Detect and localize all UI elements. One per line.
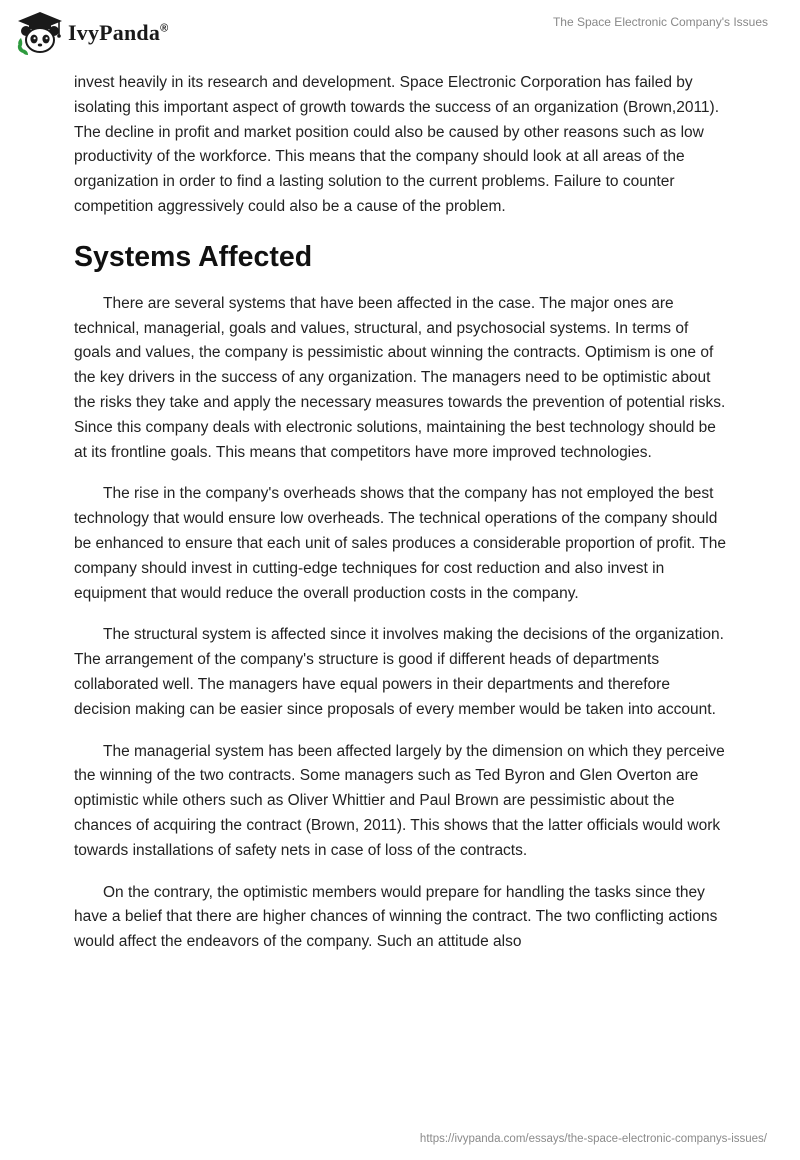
- logo-text: IvyPanda®: [68, 20, 169, 45]
- body-paragraph: The rise in the company's overheads shows that the company has not employed the best technology that would ensure low overheads. The technical operations of the company should be enhanced to ensure that each unit of sales produces a considerable proportion of profit. The company should invest in cutting-edge techniques for cost reduction and also invest in equipment that would reduce the overall production costs in the company.: [74, 485, 727, 602]
- essay-content: [74, 71, 726, 972]
- document-title: The Space Electronic Company's Issues: [552, 15, 768, 29]
- page-header: [0, 0, 800, 70]
- body-paragraph: On the contrary, the optimistic members would prepare for handling the tasks since they have a belief that there are higher chances of winning the contract. The two conflicting actions would affect the endeavors of the company. Such an attitude also: [74, 883, 718, 951]
- panda-graduate-icon: [14, 9, 66, 57]
- ivypanda-logo[interactable]: [14, 9, 168, 57]
- body-paragraph: There are several systems that have been affected in the case. The major ones are technical, managerial, goals and values, structural, and psychosocial systems. In terms of goals and values, the company is pessimistic about winning the contracts. Optimism is one of the key drivers in the success of any organization. The managers need to be optimistic about the risks they take and apply the necessary measures towards the prevention of potential risks. Since this company deals with electronic solutions, maintaining the best technology should be at its frontline goals. This means that competitors have more improved technologies.: [74, 294, 726, 461]
- section-heading: Systems Affected: [74, 240, 313, 273]
- body-paragraph: The structural system is affected since it involves making the decisions of the organization. The arrangement of the company's structure is good if different heads of departments collaborated well. The managers have equal powers in their departments and therefore decision making can be easier since proposals of every member would be taken into account.: [74, 626, 724, 718]
- source-url-link[interactable]: https://ivypanda.com/essays/the-space-electronic-companys-issues/: [419, 1133, 767, 1145]
- registered-mark: ®: [160, 22, 169, 35]
- intro-paragraph: invest heavily in its research and development. Space Electronic Corporation has failed by isolating this important aspect of growth towards the success of an organization (Brown,2011). The decline in profit and market position could also be caused by other reasons such as low productivity of the workforce. This means that the company should look at all areas of the organization in order to find a lasting solution to the current problems. Failure to counter competition aggressively could also be a cause of the problem.: [74, 74, 720, 215]
- body-paragraph: The managerial system has been affected largely by the dimension on which they perceive the winning of the two contracts. Some managers such as Ted Byron and Glen Overton are optimistic while others such as Oliver Whittier and Paul Brown are pessimistic about the chances of acquiring the contract (Brown, 2011). This shows that the latter officials would work towards installations of safety nets in case of loss of the contracts.: [74, 742, 725, 859]
